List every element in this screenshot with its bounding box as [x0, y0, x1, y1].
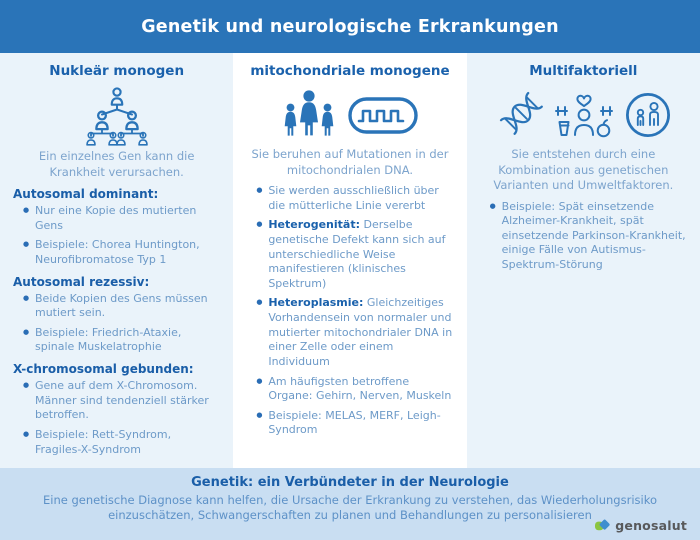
column-icons: [480, 86, 687, 144]
bullet-list: [480, 200, 687, 273]
list-item: [256, 409, 453, 438]
dna-icon: [494, 89, 544, 141]
list-item: [256, 218, 453, 291]
bullet-text: Beispiele: Spät einsetzende Alzheimer-Krankheit, spät einsetzende Parkinson-Krankheit, einige Fälle von Autismus-Spektrum-Störung: [501, 199, 686, 272]
list-item: [23, 326, 220, 355]
genosalut-logo: [594, 518, 687, 533]
section-heading-autosomal-dominant: Autosomal dominant:: [13, 187, 159, 202]
bullet-text: Nur eine Kopie des mutierten Gens: [35, 204, 197, 232]
column-nuclear-monogenic: [0, 53, 233, 468]
bullet-text: Am häufigsten betroffene Organe: Gehirn, Nerven, Muskeln: [268, 374, 452, 403]
bullet-lead: Heterogenität:: [268, 218, 360, 232]
footer-banner: [0, 468, 700, 540]
bullet-text: Beispiele: Rett-Syndrom, Fragiles-X-Syndrom: [35, 427, 172, 456]
list-item: [23, 238, 220, 267]
bullet-text: Beide Kopien des Gens müssen mutiert sein.: [35, 291, 208, 320]
bullet-lead: Heteroplasmie:: [268, 296, 364, 310]
bullet-text: Gene auf dem X-Chromosom. Männer sind tendenziell stärker betroffen.: [35, 379, 209, 422]
bullet-list: [13, 379, 220, 457]
genosalut-logo-icon: [594, 518, 611, 533]
family-icon: [280, 89, 338, 141]
list-item: [256, 375, 453, 404]
column-description: Ein einzelnes Gen kann die Krankheit verursachen.: [38, 149, 195, 179]
column-title: mitochondriale monogene: [250, 63, 450, 79]
pedigree-icon: [74, 86, 160, 146]
mitochondria-icon: [347, 90, 419, 140]
bullet-text: Beispiele: MELAS, MERF, Leigh-Syndrom: [268, 408, 441, 437]
bullet-text: Derselbe genetische Defekt kann sich auf unterschiedliche Weise manifestieren (klinisches Spektrum): [268, 218, 446, 290]
footer-heading: Genetik: ein Verbündeter in der Neurologie: [191, 475, 509, 490]
bullet-text: Gleichzeitiges Vorhandensein von normaler und mutierter mitochondrialer DNA in einer Zelle oder einem Individuum: [268, 296, 453, 368]
column-description: Sie beruhen auf Mutationen in der mitochondrialen DNA.: [251, 147, 449, 177]
page-title: Genetik und neurologische Erkrankungen: [141, 16, 559, 37]
column-description: Sie entstehen durch eine Kombination aus genetischen Varianten und Umweltfaktoren.: [493, 147, 674, 193]
bullet-text: Beispiele: Chorea Huntington, Neurofibromatose Typ 1: [35, 238, 200, 266]
columns-container: [0, 53, 700, 468]
column-icons: [13, 86, 220, 146]
list-item: [23, 428, 220, 457]
footer-body-text: Eine genetische Diagnose kann helfen, die Ursache der Erkrankung zu verstehen, das Wiederholungsrisiko einzuschätzen, Schwangerschaften zu planen und Behandlungen zu personalisieren: [43, 493, 657, 523]
list-item: [23, 292, 220, 321]
column-icons: [246, 86, 453, 144]
list-item: [256, 296, 453, 369]
healthy-lifestyle-icon: [553, 89, 615, 141]
column-title: Multifaktoriell: [529, 63, 638, 79]
column-multifactorial: [467, 53, 700, 468]
bullet-list: [13, 292, 220, 356]
list-item: [256, 184, 453, 213]
column-title: Nukleär monogen: [49, 63, 185, 79]
bullet-text: Sie werden ausschließlich über die mütterliche Linie vererbt: [268, 184, 439, 212]
list-item: [23, 379, 220, 423]
header-bar: [0, 0, 700, 53]
bullet-text: Beispiele: Friedrich-Ataxie, spinale Muskelatrophie: [35, 325, 182, 354]
bullet-list: [13, 204, 220, 268]
bullet-list: [246, 184, 453, 438]
generations-icon: [624, 91, 672, 139]
list-item: [490, 200, 687, 273]
section-heading-autosomal-recessive: Autosomal rezessiv:: [13, 274, 150, 289]
list-item: [23, 204, 220, 233]
logo-text: genosalut: [615, 518, 687, 533]
section-heading-x-linked: X-chromosomal gebunden:: [13, 362, 194, 377]
column-mitochondrial-monogenic: [233, 53, 466, 468]
